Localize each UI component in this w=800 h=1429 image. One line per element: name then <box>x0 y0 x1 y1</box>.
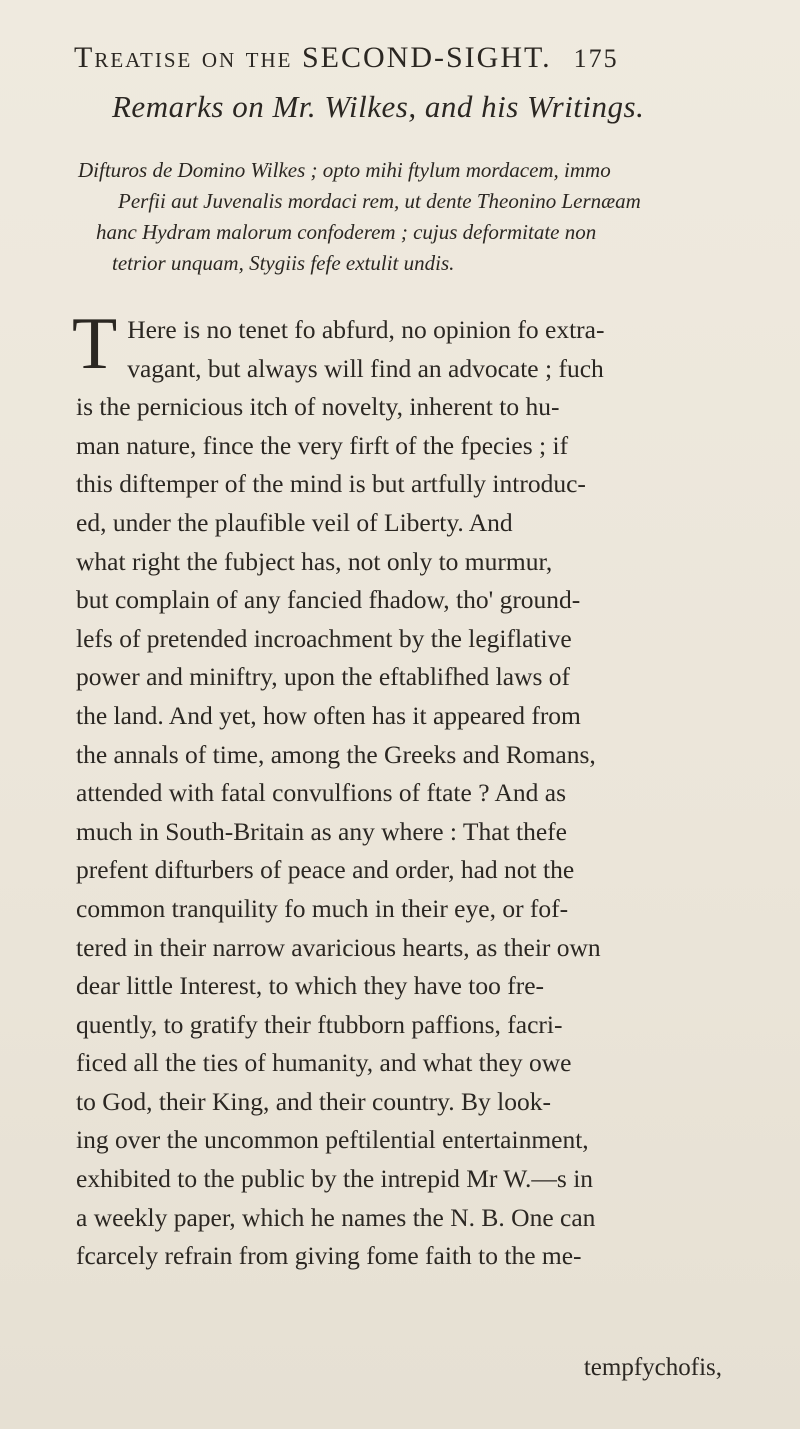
text-line: vagant, but always will find an advocate ; fuch <box>127 353 604 383</box>
text-line: to God, their King, and their country. By look- <box>76 1086 551 1116</box>
epigraph-line: Difturos de Domino Wilkes ; opto mihi ftylum mordacem, immo <box>78 158 611 182</box>
text-line: prefent difturbers of peace and order, had not the <box>76 855 575 885</box>
text-line: lefs of pretended incroachment by the legiflative <box>76 623 572 653</box>
epigraph-line: Perfii aut Juvenalis mordaci rem, ut dente Theonino Lernæam <box>118 189 641 213</box>
text-line: this diftemper of the mind is but artfully introduc- <box>76 469 586 499</box>
text-line: the land. And yet, how often has it appeared from <box>76 700 581 730</box>
drop-capital: T <box>72 303 118 385</box>
text-line: man nature, fince the very firft of the fpecies ; if <box>76 430 569 460</box>
text-line: but complain of any fancied fhadow, tho' ground- <box>76 585 581 615</box>
running-head-title: Treatise on the SECOND-SIGHT. <box>74 41 552 74</box>
running-head <box>74 40 740 77</box>
text-line: dear little Interest, to which they have too fre- <box>76 971 545 1001</box>
text-line: ing over the uncommon peftilential entertainment, <box>76 1125 589 1155</box>
text-line: much in South-Britain as any where : That thefe <box>76 816 567 846</box>
text-line: the annals of time, among the Greeks and Romans, <box>76 739 596 769</box>
text-line: what right the fubject has, not only to murmur, <box>76 546 553 576</box>
catchword: tempfychofis, <box>583 1354 722 1381</box>
text-line: power and miniftry, upon the eftablifhed laws of <box>76 662 571 692</box>
text-line: ficed all the ties of humanity, and what they owe <box>76 1048 572 1078</box>
text-line: Here is no tenet fo abfurd, no opinion fo extra- <box>127 315 605 344</box>
page-number: 175 <box>573 44 619 73</box>
epigraph-line: tetrior unquam, Stygiis fefe extulit undis. <box>112 251 455 275</box>
body-paragraph <box>72 303 740 1276</box>
text-line: exhibited to the public by the intrepid Mr W.—s in <box>76 1164 594 1194</box>
text-line: a weekly paper, which he names the N. B. One can <box>76 1202 596 1232</box>
latin-epigraph <box>78 155 740 279</box>
text-line: quently, to gratify their ftubborn paffions, facri- <box>76 1009 563 1039</box>
text-line: fcarcely refrain from giving fome faith to the me- <box>76 1241 582 1271</box>
text-line: tered in their narrow avaricious hearts, as their own <box>76 932 601 962</box>
text-line: is the pernicious itch of novelty, inherent to hu- <box>76 392 560 422</box>
epigraph-line: hanc Hydram malorum confoderem ; cujus deformitate non <box>96 220 597 244</box>
section-title: Remarks on Mr. Wilkes, and his Writings. <box>112 89 645 124</box>
text-line: attended with fatal convulfions of ftate ? And as <box>76 778 567 808</box>
text-line: common tranquility fo much in their eye, or fof- <box>76 893 569 923</box>
text-line: ed, under the plaufible veil of Liberty. And <box>76 507 513 537</box>
